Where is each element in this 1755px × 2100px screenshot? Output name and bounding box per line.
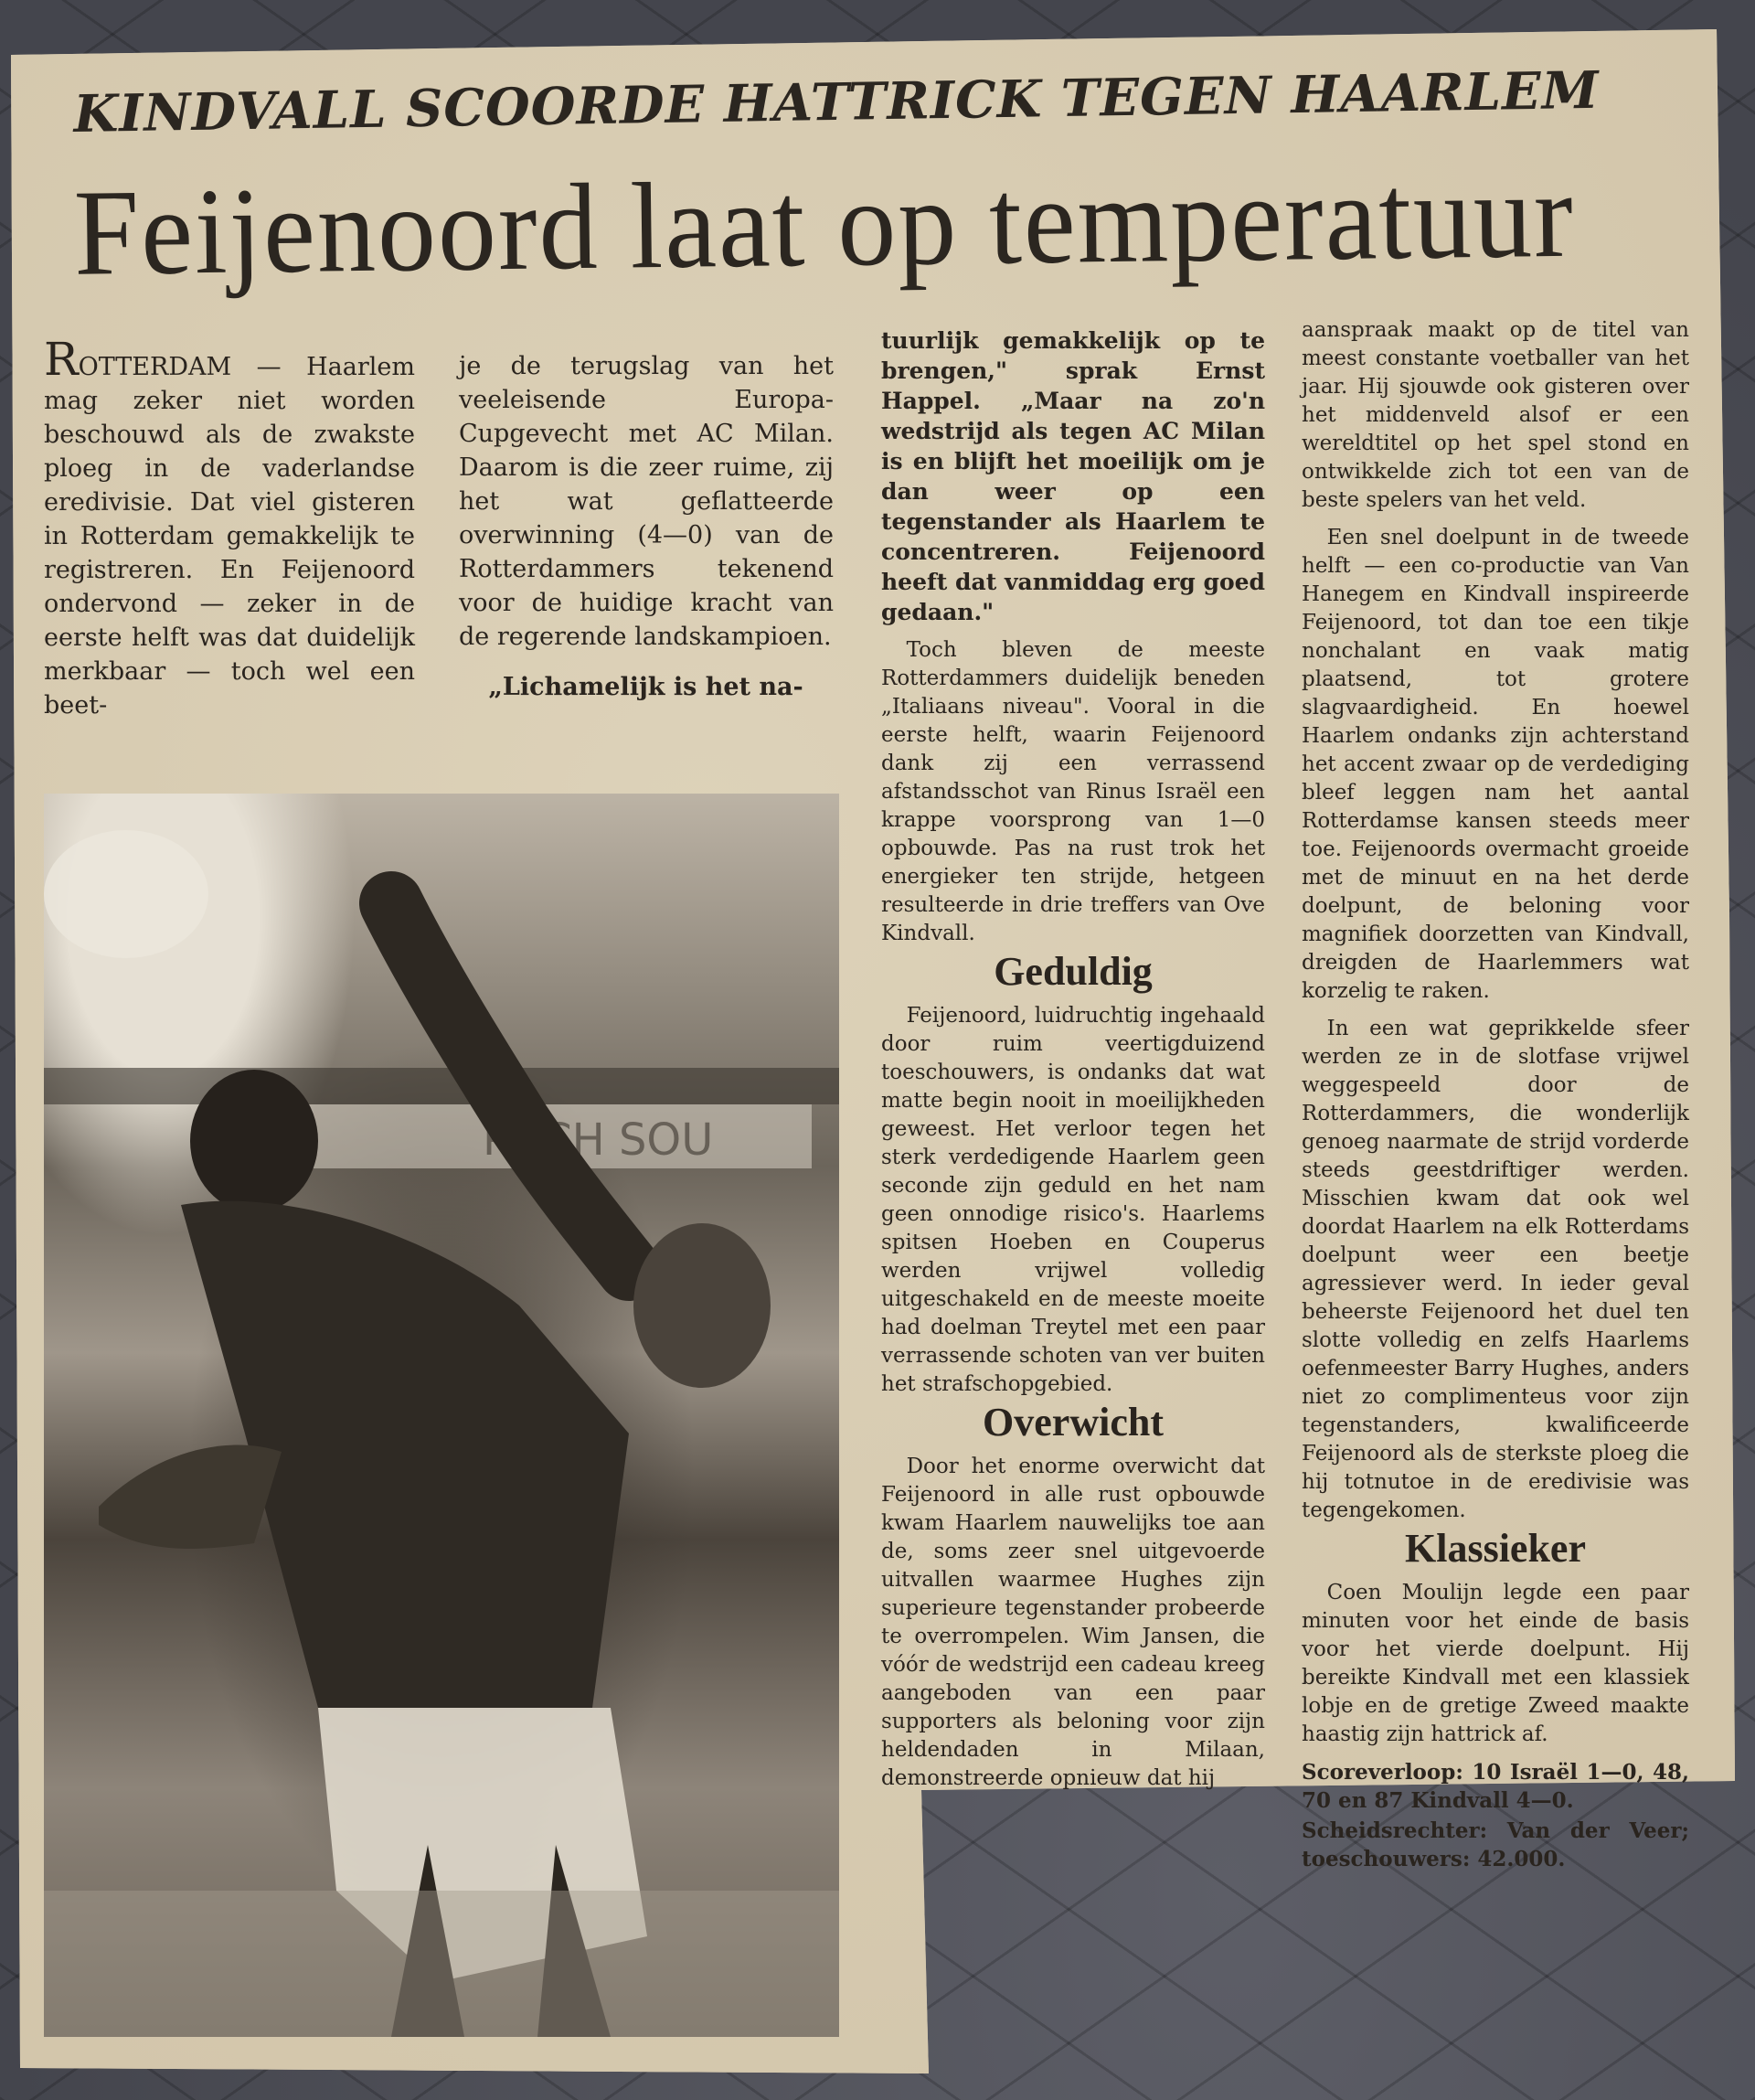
paragraph: Door het enorme overwicht dat Feijenoord in alle rust opbouwde kwam Haarlem nauwelijks toe aan de, soms zeer snel uitgevoerde uitvallen waarmee Hughes zijn superieure tegenstander probeerde te overrompelen. Wim Jansen, die vóór de wedstrijd een cadeau kreeg aangeboden van een paar supporters als beloning voor zijn heldendaden in Milaan, demonstreerde opnieuw dat hij bbox=[881, 1455, 1265, 1790]
paragraph: je de terugslag van het veeleisende Europa-Cupgevecht met AC Milan. Daarom is die zeer ruime, zij het wat geflatteerde overwinning (4—0) van de Rotterdammers tekenend voor de huidige kracht van de regerende landskampioen. bbox=[459, 352, 834, 651]
paragraph: Een snel doelpunt in de tweede helft — een co-productie van Van Hanegem en Kindvall inspireerde Feijenoord, tot dan toe een tikje nonchalant en vaak matig plaatsend, tot grotere slagvaardigheid. En hoewel Haarlem ondanks zijn achterstand het accent zwaar op de verdediging bleef leggen nam het aantal Rotterdamse kansen steeds meer toe. Feijenoords overmacht groeide met de minuut en na het derde doelpunt, de beloning voor magnifiek doorzetten van Kindvall, dreigden de Haarlemmers wat korzelig te raken. bbox=[1302, 526, 1689, 1003]
paragraph: Coen Moulijn legde een paar minuten voor het einde de basis voor het vierde doelpunt. Hij bereikte Kindvall met een klassiek lobje en de gretige Zweed maakte haastig zijn hattrick af. bbox=[1302, 1581, 1689, 1746]
subheading-overwicht: Overwicht bbox=[983, 1400, 1164, 1444]
paragraph: ROTTERDAM — Haarlem mag zeker niet worden beschouwd als de zwakste ploeg in de vaderlandse eredivisie. Dat viel gisteren in Rotterdam gemakkelijk te registreren. En Feijenoord ondervond — zeker in de eerste helft was dat duidelijk merkbaar — toch wel een beet- bbox=[44, 333, 415, 720]
column-1 bbox=[44, 333, 415, 735]
column-3 bbox=[881, 325, 1265, 1802]
paragraph: In een wat geprikkelde sfeer werden ze in de slotfase vrijwel weggespeeld door de Rotterdammers, die wonderlijk genoeg naarmate de strijd vorderde steeds geestdriftiger werden. Misschien kwam dat ook wel doordat Haarlem na elk Rotterdams doelpunt weer een beetje agressiever werd. In ieder geval beheerste Feijenoord het duel ten slotte volledig en zelfs Haarlems oefenmeester Barry Hughes, anders niet zo complimenteus voor zijn tegenstanders, kwalificeerde Feijenoord als de sterkste ploeg die hij totnutoe in de eredivisie was tegengekomen. bbox=[1302, 1017, 1689, 1522]
paragraph: Feijenoord, luidruchtig ingehaald door ruim veertigduizend toeschouwers, is ondanks dat wat matte begin nooit in moeilijkheden geweest. Het verloor tegen het sterk verdedigende Haarlem geen seconde zijn geduld en het nam geen onnodige risico's. Haarlems spitsen Hoeben en Couperus werden vrijwel volledig uitgeschakeld en de meeste moeite had doelman Treytel met een paar verrassende schoten van ver buiten het strafschopgebied. bbox=[881, 1004, 1265, 1396]
paragraph: Toch bleven de meeste Rotterdammers duidelijk beneden „Italiaans niveau". Vooral in die eerste helft, waarin Feijenoord dank zij een verrassend afstandsschot van Rinus Israël een krappe voorsprong van 1—0 opbouwde. Pas na rust trok het energieker ten strijde, hetgeen resulteerde in drie treffers van Ove Kindvall. bbox=[881, 638, 1265, 945]
main-headline: Feijenoord laat op temperatuur bbox=[73, 146, 1576, 302]
paragraph: tuurlijk gemakkelijk op te brengen," sprak Ernst Happel. „Maar na zo'n wedstrijd als tegen AC Milan is en blijft het moeilijk om je dan weer op een tegenstander als Haarlem te concentreren. Feijenoord heeft dat vanmiddag erg goed gedaan." bbox=[881, 327, 1265, 625]
referee-line: Scheidsrechter: Van der Veer; toeschouwers: 42.000. bbox=[1302, 1818, 1689, 1871]
kicker-headline: KINDVALL SCOORDE HATTRICK TEGEN HAARLEM bbox=[73, 59, 1601, 144]
score-line: Scoreverloop: 10 Israël 1—0, 48, 70 en 87 Kindvall 4—0. bbox=[1302, 1760, 1689, 1813]
stadium-sign-text: PUCH SOU bbox=[483, 1114, 714, 1166]
drop-cap: R bbox=[44, 333, 79, 386]
paragraph: aanspraak maakt op de titel van meest constante voetballer van het jaar. Hij sjouwde ook gisteren over het middenveld alsof er een wereldtitel op het spel stond en ontwikkelde zich tot een van de beste spelers van het veld. bbox=[1302, 318, 1689, 512]
column-2 bbox=[459, 349, 834, 717]
paragraph: „Lichamelijk is het na- bbox=[488, 673, 803, 701]
subheading-klassieker: Klassieker bbox=[1405, 1526, 1586, 1571]
match-photo bbox=[44, 794, 839, 2037]
column-4 bbox=[1302, 316, 1689, 1882]
photo-illustration bbox=[44, 794, 839, 2037]
subheading-geduldig: Geduldig bbox=[994, 949, 1153, 994]
